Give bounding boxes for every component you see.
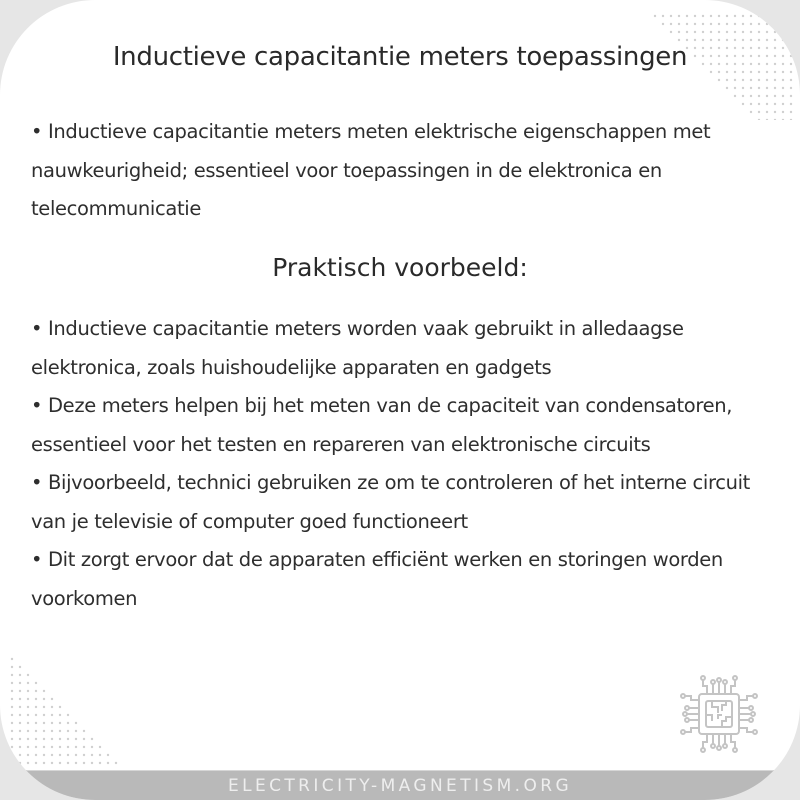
page-title: Inductieve capacitantie meters toepassingen <box>112 42 688 72</box>
bullet-item: • Bijvoorbeeld, technici gebruiken ze om te controleren of het interne circuit van je televisie of computer goed functioneert <box>31 471 750 533</box>
intro-section <box>31 113 771 229</box>
circuit-chip-icon <box>677 672 761 756</box>
bullet-item: • Deze meters helpen bij het meten van de capaciteit van condensatoren, essentieel voor het testen en repareren van elektronische circuits <box>31 394 733 456</box>
footer-bar <box>0 770 800 800</box>
site-name: ELECTRICITY-MAGNETISM.ORG <box>227 775 573 796</box>
example-section <box>31 310 771 618</box>
section-heading: Praktisch voorbeeld: <box>272 253 528 282</box>
bullet-item: • Inductieve capacitantie meters meten elektrische eigenschappen met nauwkeurigheid; essentieel voor toepassingen in de elektronica en telecommunicatie <box>31 120 711 220</box>
dot-pattern-decoration <box>8 655 128 765</box>
bullet-item: • Dit zorgt ervoor dat de apparaten efficiënt werken en storingen worden voorkomen <box>31 548 723 610</box>
bullet-item: • Inductieve capacitantie meters worden vaak gebruikt in alledaagse elektronica, zoals huishoudelijke apparaten en gadgets <box>31 317 684 379</box>
